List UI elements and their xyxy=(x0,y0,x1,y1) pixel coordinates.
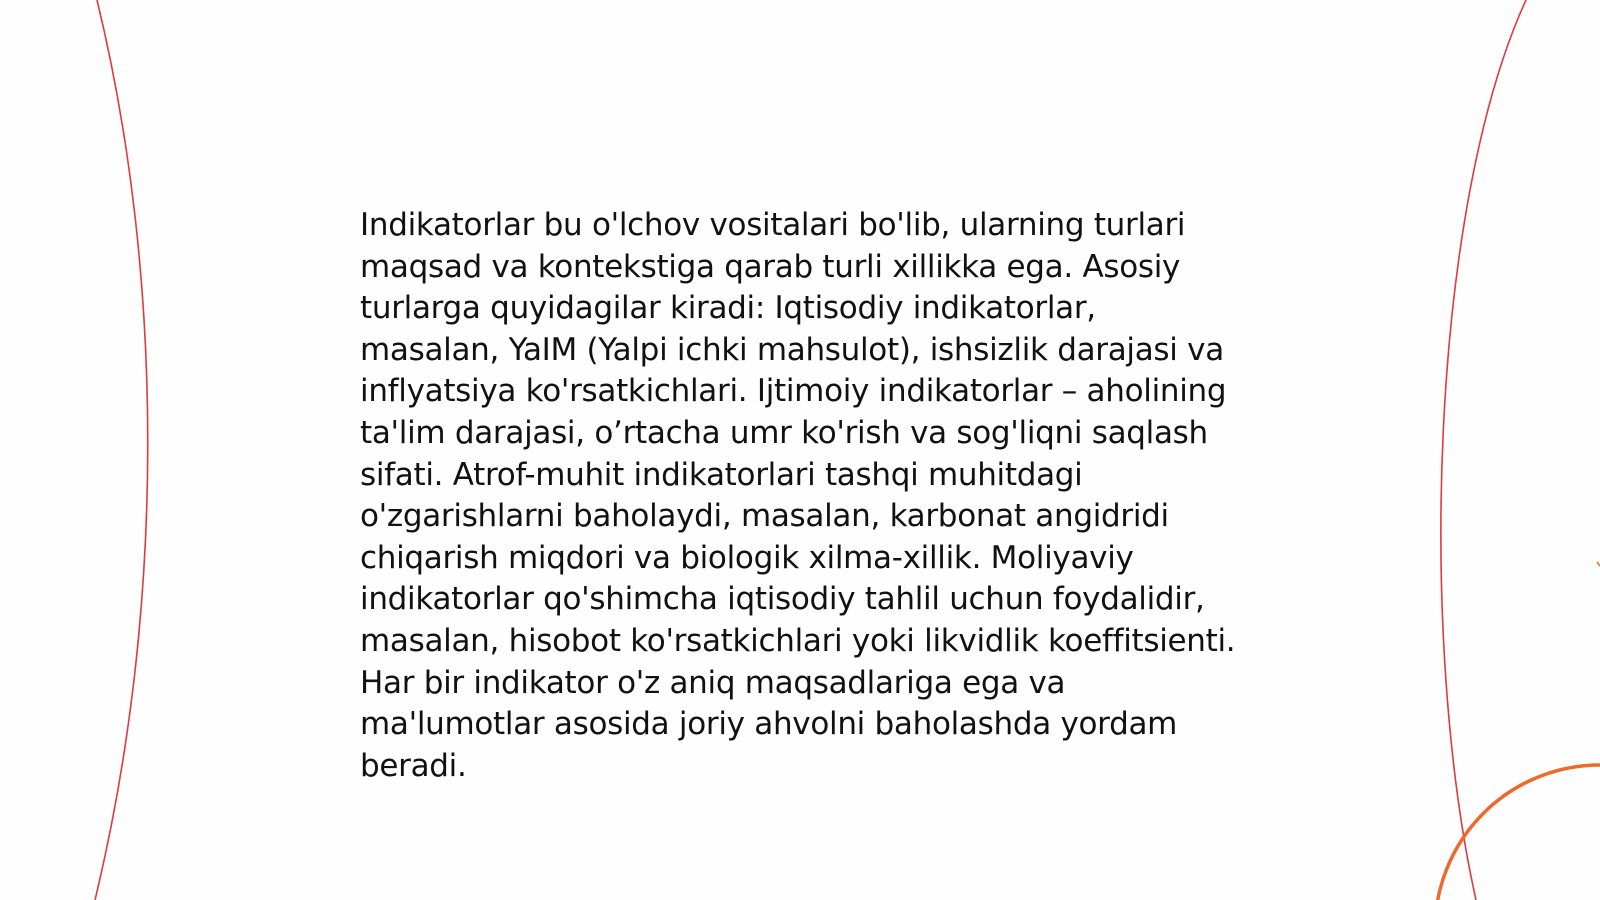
left-curve-line xyxy=(95,0,148,900)
right-curve-line xyxy=(1441,0,1526,900)
orange-arc xyxy=(1435,765,1600,900)
body-paragraph: Indikatorlar bu o'lchov vositalari bo'lib, ularning turlari maqsad va kontekstiga qarab turli xillikka ega. Asosiy turlarga quyidagilar kiradi: Iqtisodiy indikatorlar, masalan, YaIM (Yalpi ichki mahsulot), ishsizlik darajasi va inflyatsiya ko'rsatkichlari. Ijtimoiy indikatorlar – aholining ta'lim darajasi, o’rtacha umr ko'rish va sog'liqni saqlash sifati. Atrof-muhit indikatorlari tashqi muhitdagi o'zgarishlarni baholaydi, masalan, karbonat angidridi chiqarish miqdori va biologik xilma-xillik. Moliyaviy indikatorlar qo'shimcha iqtisodiy tahlil uchun foydalidir, masalan, hisobot ko'rsatkichlari yoki likvidlik koeffitsienti. Har bir indikator o'z aniq maqsadlariga ega va ma'lumotlar asosida joriy ahvolni baholashda yordam beradi. xyxy=(360,207,1236,784)
